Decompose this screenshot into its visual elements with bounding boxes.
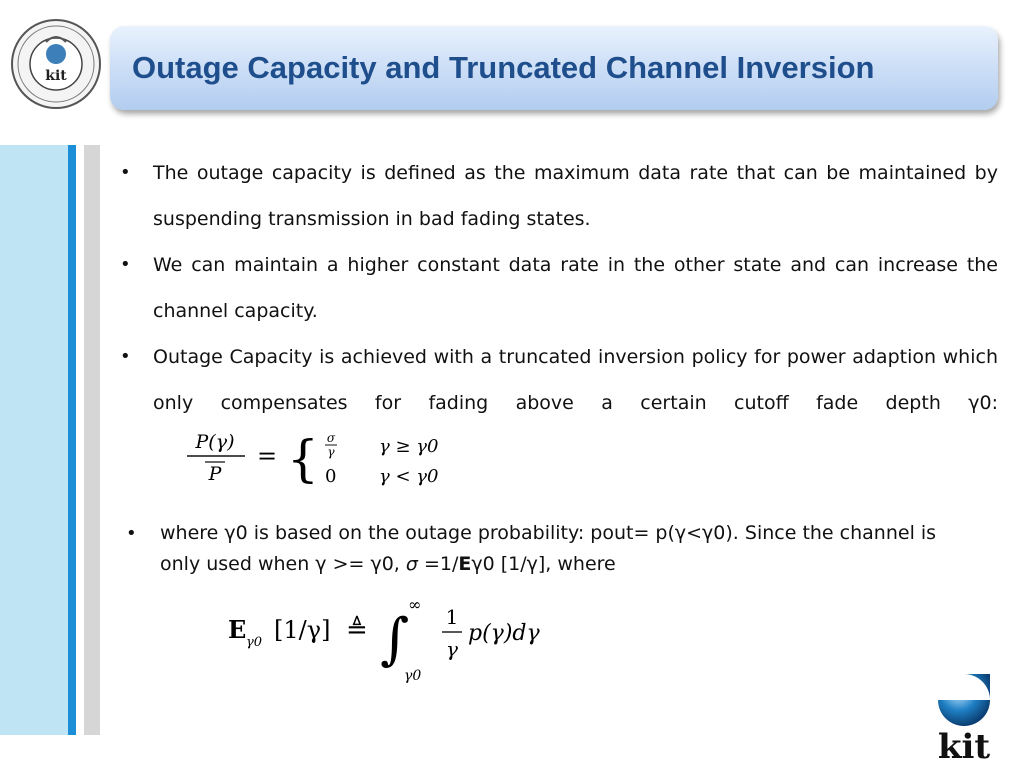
bullet-icon: • bbox=[120, 162, 131, 183]
svg-text:γ: γ bbox=[446, 637, 458, 661]
left-bar-accent bbox=[68, 145, 76, 735]
bullet-icon: • bbox=[126, 523, 137, 544]
svg-text:γ0: γ0 bbox=[246, 635, 263, 650]
expectation-integral-formula bbox=[228, 588, 588, 688]
svg-text:γ ≥ γ0: γ ≥ γ0 bbox=[379, 436, 439, 457]
svg-text:γ: γ bbox=[327, 445, 335, 459]
bullet-text: We can maintain a higher constant data rate in the other state and can increase the channel capacity. bbox=[153, 254, 998, 322]
svg-text:E: E bbox=[228, 615, 247, 644]
svg-text:σ: σ bbox=[326, 431, 336, 445]
bullet-text-line-1: where γ0 is based on the outage probability: pout= p(γ<γ0). Since the channel is bbox=[160, 522, 937, 544]
list-item bbox=[118, 334, 998, 488]
power-adaption-formula bbox=[183, 426, 483, 488]
bullet-text-line-2: only used when γ >= γ0, σ =1/Eγ0 [1/γ], where bbox=[160, 553, 616, 575]
left-band-decoration bbox=[0, 145, 70, 735]
svg-text:=: = bbox=[256, 442, 278, 470]
bullet-icon: • bbox=[120, 346, 131, 367]
title-banner bbox=[110, 26, 998, 110]
kit-logo bbox=[930, 660, 998, 765]
svg-text:[1/γ]: [1/γ] bbox=[274, 616, 331, 644]
svg-text:≜: ≜ bbox=[346, 615, 368, 645]
svg-text:kit: kit bbox=[937, 727, 991, 765]
institute-seal-logo bbox=[10, 18, 102, 110]
bullet-list bbox=[118, 150, 998, 488]
svg-text:1: 1 bbox=[445, 605, 459, 629]
list-item bbox=[118, 242, 998, 334]
svg-text:P: P bbox=[208, 463, 222, 485]
svg-text:∫: ∫ bbox=[380, 607, 410, 672]
bullet-text: Outage Capacity is achieved with a truncated inversion policy for power adaption which only compensates for fading above a certain cutoff fade depth γ0: bbox=[153, 346, 998, 414]
list-item bbox=[126, 518, 996, 580]
svg-text:p(γ)dγ: p(γ)dγ bbox=[468, 621, 540, 646]
svg-text:0: 0 bbox=[325, 466, 337, 487]
svg-text:γ0: γ0 bbox=[404, 668, 422, 684]
svg-text:{: { bbox=[287, 430, 319, 488]
svg-text:γ < γ0: γ < γ0 bbox=[379, 466, 439, 487]
list-item bbox=[118, 150, 998, 242]
svg-text:∞: ∞ bbox=[408, 595, 422, 614]
bullet-text: The outage capacity is defined as the maximum data rate that can be maintained by suspending transmission in bad fading states. bbox=[153, 162, 998, 230]
svg-text:P(γ): P(γ) bbox=[195, 431, 235, 453]
page-title: Outage Capacity and Truncated Channel Inversion bbox=[132, 50, 875, 85]
svg-text:kit: kit bbox=[45, 68, 67, 84]
bullet-icon: • bbox=[120, 254, 131, 275]
left-bar-gray bbox=[84, 145, 100, 735]
